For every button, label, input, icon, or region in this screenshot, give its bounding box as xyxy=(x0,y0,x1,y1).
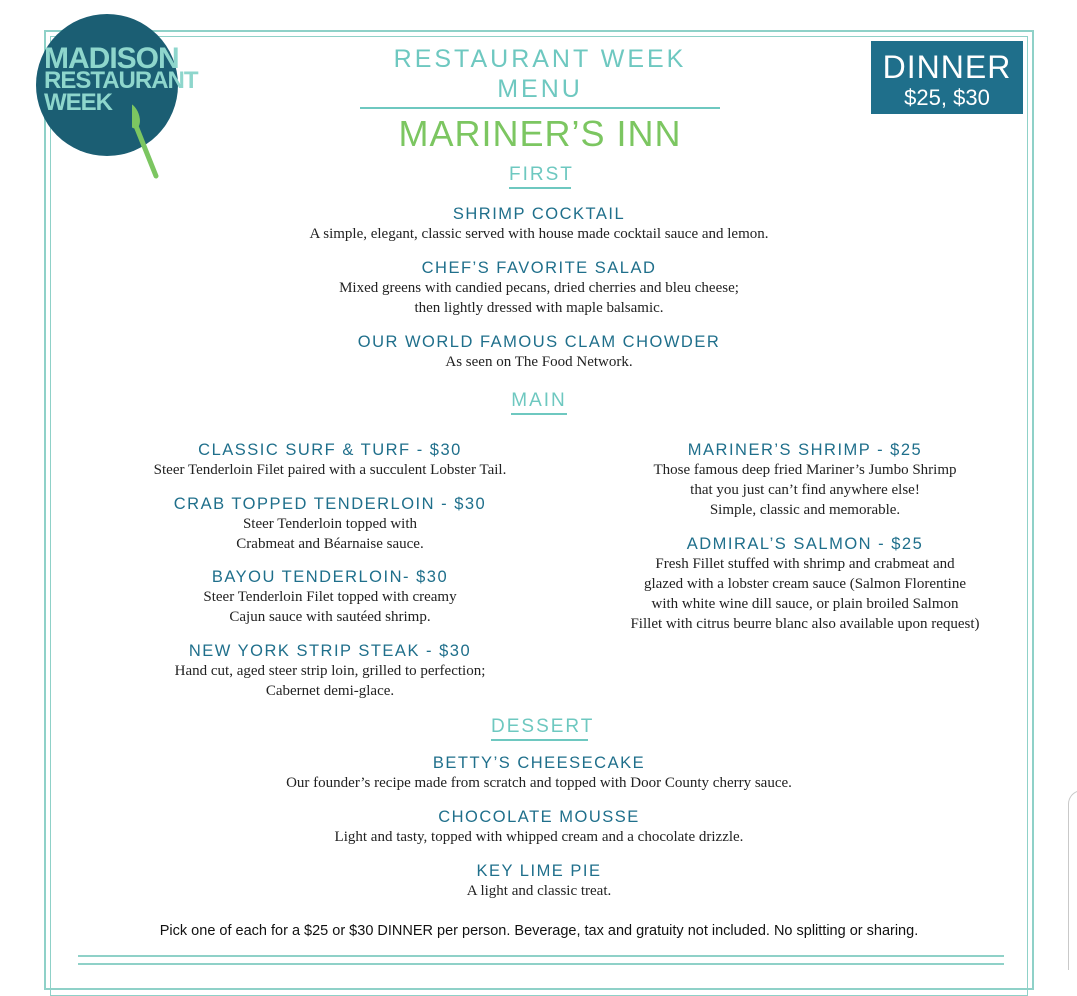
footer-note: Pick one of each for a $25 or $30 DINNER per person. Beverage, tax and gratuity not included. No splitting or sharing. xyxy=(159,923,919,939)
menu-item xyxy=(200,332,878,372)
menu-item xyxy=(595,440,1015,520)
menu-item-description: Fresh Fillet stuffed with shrimp and crabmeat and glazed with a lobster cream sauce (Salmon Florentine with white wine dill sauce, or plain broiled Salmon Fillet with citrus beurre blanc also available upon request) xyxy=(630,556,980,632)
menu-item-name: CHEF’S FAVORITE SALAD xyxy=(421,259,657,277)
menu-item-name: CHOCOLATE MOUSSE xyxy=(438,808,640,826)
section-heading-dessert: DESSERT xyxy=(491,716,588,741)
menu-item-description: Light and tasty, topped with whipped cream and a chocolate drizzle. xyxy=(334,829,744,845)
menu-item xyxy=(120,567,540,627)
logo-line-1: MADISON xyxy=(44,42,179,75)
section-heading-first: FIRST xyxy=(509,164,571,189)
menu-item-name: ADMIRAL’S SALMON - $25 xyxy=(686,535,924,553)
menu-item-name: BETTY’S CHEESECAKE xyxy=(432,754,646,772)
menu-item-name: KEY LIME PIE xyxy=(476,862,602,880)
dinner-title: DINNER xyxy=(882,49,1012,85)
menu-item-name: CRAB TOPPED TENDERLOIN - $30 xyxy=(173,495,487,513)
fork-spoon-icon xyxy=(132,104,202,184)
menu-item-description: Those famous deep fried Mariner’s Jumbo Shrimp that you just can’t find anywhere else! Simple, classic and memorable. xyxy=(653,462,957,518)
menu-item-description: Steer Tenderloin Filet topped with creamy Cajun sauce with sautéed shrimp. xyxy=(203,589,457,625)
menu-item xyxy=(200,753,878,793)
section-heading-main: MAIN xyxy=(511,390,567,415)
menu-item-name: BAYOU TENDERLOIN- $30 xyxy=(211,568,449,586)
menu-item-name: CLASSIC SURF & TURF - $30 xyxy=(198,441,462,459)
menu-item-description: Hand cut, aged steer strip loin, grilled to perfection; Cabernet demi-glace. xyxy=(174,663,486,699)
page-edge-curl xyxy=(1068,790,1077,970)
menu-item xyxy=(200,861,878,901)
logo-line-3: WEEK xyxy=(44,89,112,116)
menu-item-description: Our founder’s recipe made from scratch and topped with Door County cherry sauce. xyxy=(286,775,792,791)
menu-item-description: A simple, elegant, classic served with house made cocktail sauce and lemon. xyxy=(309,226,769,242)
dinner-price: $25, $30 xyxy=(904,85,990,110)
menu-item-description: Mixed greens with candied pecans, dried cherries and bleu cheese; then lightly dressed with maple balsamic. xyxy=(339,280,739,316)
menu-item xyxy=(595,534,1015,634)
restaurant-name: MARINER’S INN xyxy=(398,113,682,154)
menu-item-description: As seen on The Food Network. xyxy=(445,354,633,370)
menu-item xyxy=(200,807,878,847)
menu-item xyxy=(120,440,540,480)
menu-title: RESTAURANT WEEK MENU xyxy=(360,44,720,109)
menu-item-description: A light and classic treat. xyxy=(466,883,612,899)
dinner-price-badge xyxy=(871,41,1023,114)
logo-line-2: RESTAURANT xyxy=(44,67,198,94)
menu-item xyxy=(120,494,540,554)
menu-item-name: OUR WORLD FAMOUS CLAM CHOWDER xyxy=(357,333,721,351)
bottom-divider xyxy=(78,955,1004,965)
menu-item-description: Steer Tenderloin topped with Crabmeat and Béarnaise sauce. xyxy=(236,516,424,552)
menu-item-description: Steer Tenderloin Filet paired with a succulent Lobster Tail. xyxy=(153,462,507,478)
madison-restaurant-week-logo xyxy=(36,14,198,156)
menu-item-name: NEW YORK STRIP STEAK - $30 xyxy=(188,642,472,660)
menu-item-name: SHRIMP COCKTAIL xyxy=(452,205,626,223)
menu-item-name: MARINER’S SHRIMP - $25 xyxy=(687,441,923,459)
menu-item xyxy=(120,641,540,701)
menu-item xyxy=(200,204,878,244)
menu-item xyxy=(200,258,878,318)
